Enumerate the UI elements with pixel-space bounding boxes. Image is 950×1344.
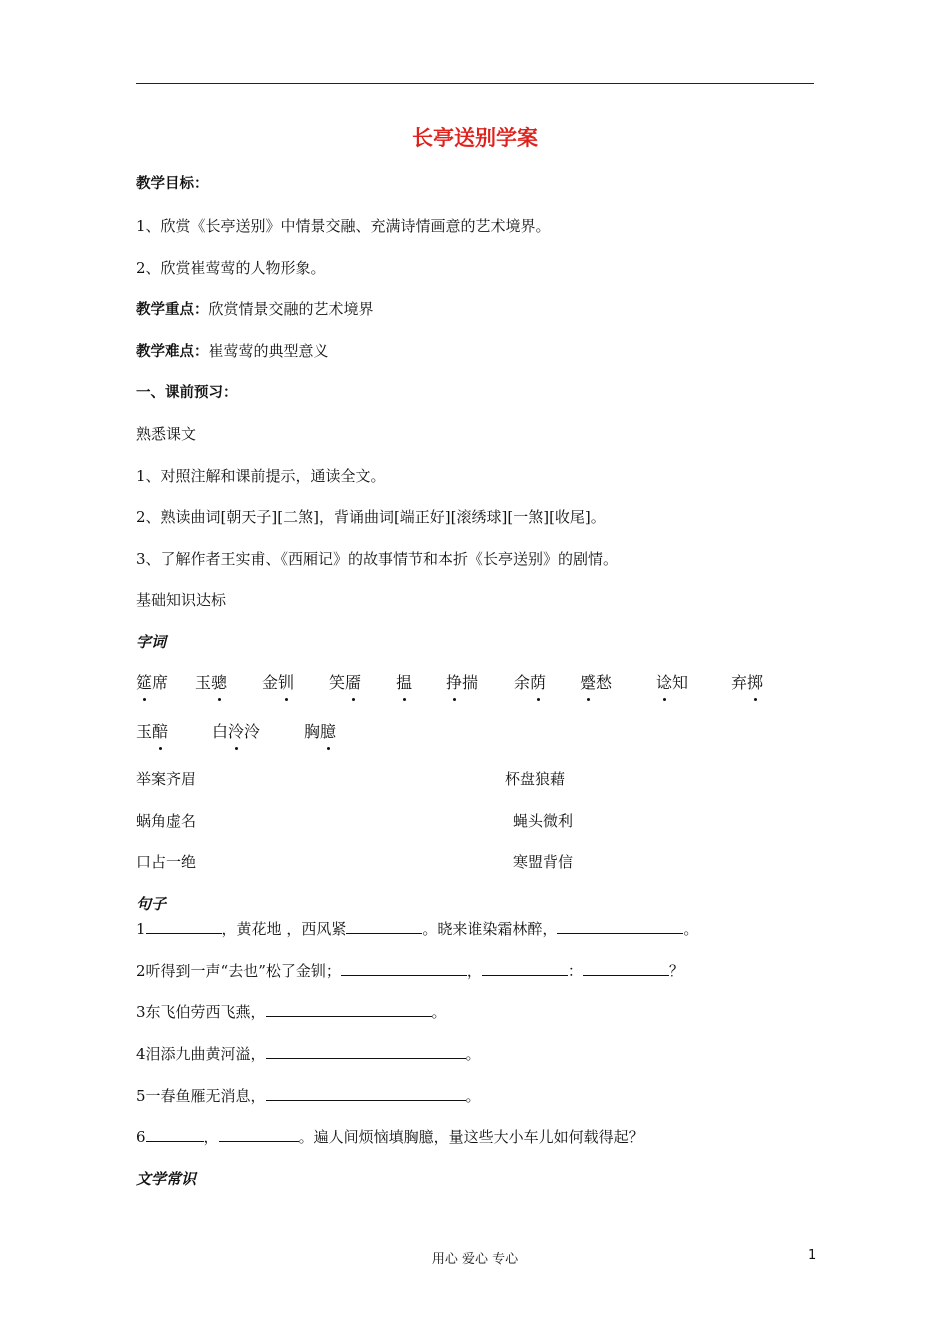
basic-knowledge: 基础知识达标 (136, 591, 227, 609)
difficulty-label: 教学难点： (136, 344, 209, 360)
sentence-5: 5一春鱼雁无消息， 。 (136, 1087, 481, 1105)
word-item: 笑靥 (329, 673, 362, 692)
blank-line[interactable] (557, 919, 683, 934)
sentences-heading: 句子 (136, 895, 167, 913)
blank-line[interactable] (146, 919, 222, 934)
sentence-6: 6 ， 。遍人间烦恼填胸臆，量这些大小车儿如何载得起？ (136, 1128, 644, 1146)
word-item: 余荫 (514, 673, 547, 692)
sentence-3: 3东飞伯劳西飞燕， 。 (136, 1003, 447, 1021)
difficulty (136, 341, 329, 362)
word-item: 白泠泠 (212, 722, 261, 741)
sentence-2: 2听得到一声“去也”松了金钏； ， ： ？ (136, 962, 684, 980)
idiom-right-2: 蝇头微利 (513, 812, 574, 830)
objective-item-2: 2、欣赏崔莺莺的人物形象。 (136, 259, 326, 277)
idiom-right-3: 寒盟背信 (513, 853, 574, 871)
blank-line[interactable] (266, 1044, 466, 1059)
word-item: 谂知 (656, 673, 689, 692)
objective-item-1: 1、欣赏《长亭送别》中情景交融、充满诗情画意的艺术境界。 (136, 217, 551, 235)
word-item: 玉骢 (195, 673, 228, 692)
word-item: 玉醅 (136, 722, 169, 741)
idiom-right-1: 杯盘狼藉 (505, 770, 566, 788)
page-title: 长亭送别学案 (412, 126, 538, 150)
word-item: 蹙愁 (580, 673, 613, 692)
sentence-1: 1 ，黄花地 ，西风紧 。晓来谁染霜林醉， 。 (136, 920, 699, 938)
header-rule (136, 83, 814, 84)
key-point (136, 299, 374, 320)
blank-line[interactable] (146, 1127, 204, 1142)
page-number: 1 (808, 1248, 817, 1263)
idiom-left-1: 举案齐眉 (136, 770, 197, 788)
key-point-text: 欣赏情景交融的艺术境界 (208, 300, 374, 318)
word-item: 筵席 (136, 673, 169, 692)
key-point-label: 教学重点： (136, 302, 209, 318)
word-item: 挣揣 (446, 673, 479, 692)
objectives-label: 教学目标： (136, 176, 209, 192)
literature-heading: 文学常识 (136, 1170, 197, 1188)
blank-line[interactable] (583, 961, 669, 976)
blank-line[interactable] (266, 1002, 432, 1017)
blank-line[interactable] (266, 1086, 466, 1101)
difficulty-text: 崔莺莺的典型意义 (208, 342, 329, 360)
idiom-left-3: 口占一绝 (136, 853, 197, 871)
preview-item-2: 2、熟读曲词[朝天子][二煞]，背诵曲词[端正好][滚绣球][一煞][收尾]。 (136, 508, 606, 526)
word-item: 胸臆 (304, 722, 337, 741)
sentence-4: 4泪添九曲黄河溢， 。 (136, 1045, 481, 1063)
words-heading: 字词 (136, 633, 167, 651)
idiom-left-2: 蜗角虚名 (136, 812, 197, 830)
blank-line[interactable] (341, 961, 467, 976)
word-item: 揾 (396, 673, 413, 692)
preview-item-1: 1、对照注解和课前提示，通读全文。 (136, 467, 386, 485)
footer-text: 用心 爱心 专心 (431, 1252, 519, 1267)
preview-item-3: 3、了解作者王实甫、《西厢记》的故事情节和本折《长亭送别》的剧情。 (136, 550, 619, 568)
blank-line[interactable] (346, 919, 422, 934)
blank-line[interactable] (482, 961, 568, 976)
word-item: 金钏 (262, 673, 295, 692)
preview-heading: 一、课前预习： (136, 385, 238, 401)
blank-line[interactable] (219, 1127, 299, 1142)
word-item: 弃掷 (731, 673, 764, 692)
familiar-text: 熟悉课文 (136, 425, 197, 443)
